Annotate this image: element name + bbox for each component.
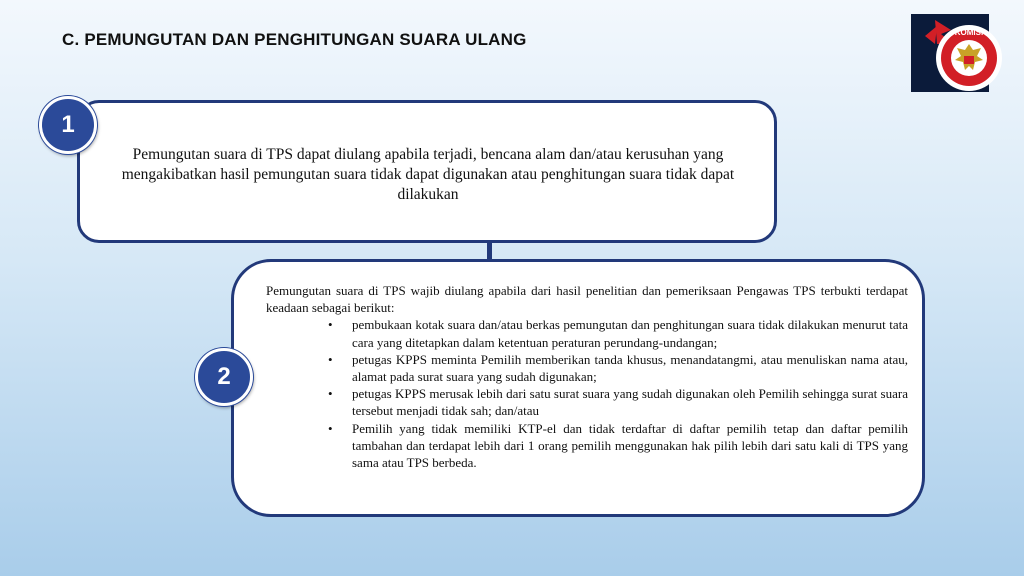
- list-item: • petugas KPPS merusak lebih dari satu surat suara yang sudah digunakan oleh Pemilih sehingga surat suara tersebut menjadi tidak sah; dan/atau: [352, 385, 908, 419]
- condition-2-content: [266, 282, 908, 471]
- page-title: C. PEMUNGUTAN DAN PENGHITUNGAN SUARA ULANG: [62, 30, 527, 49]
- kpu-logo: [911, 14, 1003, 94]
- list-item: • pembukaan kotak suara dan/atau berkas pemungutan dan penghitungan suara tidak dilakukan menurut tata cara yang ditetapkan dalam ketentuan peraturan perundang-undangan;: [352, 316, 908, 350]
- list-item: • petugas KPPS meminta Pemilih memberikan tanda khusus, menandatangmi, atau menuliskan nama atau, alamat pada surat suara yang sudah digunakan;: [352, 351, 908, 385]
- condition-2-intro: Pemungutan suara di TPS wajib diulang apabila dari hasil penelitian dan pemeriksaan Pengawas TPS terbukti terdapat keadaan sebagai berikut:: [266, 283, 908, 316]
- condition-2-list: [266, 316, 908, 471]
- list-item: • Pemilih yang tidak memiliki KTP-el dan tidak terdaftar di daftar pemilih tetap dan daftar pemilih tambahan dan terdapat lebih dari 1 orang pemilih menggunakan hak pilih lebih dari satu kali di TPS yang sama atau TPS berbeda.: [352, 420, 908, 472]
- number-badge-2: 2: [195, 348, 253, 406]
- logo-top-text: KOMISI: [954, 28, 984, 37]
- number-badge-1: 1: [39, 96, 97, 154]
- kpu-emblem-icon: [911, 14, 1003, 94]
- condition-1-text: Pemungutan suara di TPS dapat diulang apabila terjadi, bencana alam dan/atau kerusuhan yang mengakibatkan hasil pemungutan suara tidak dapat digunakan atau penghitungan suara tidak dapat dilakukan: [121, 146, 735, 203]
